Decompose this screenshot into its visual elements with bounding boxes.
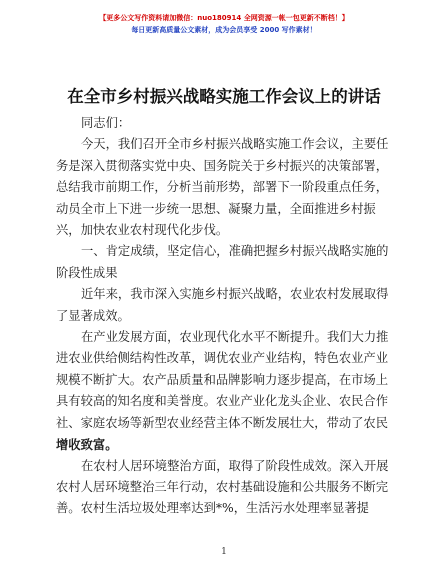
document-body (56, 113, 392, 520)
paragraph-line: 在产业发展方面，农业现代化水平不断提升。我们大力推 (81, 330, 389, 345)
paragraph-line: 规模不断扩大。农产品质量和品牌影响力逐步提高，在市场上 (56, 372, 389, 387)
paragraph-line: 增收致富。 (56, 437, 118, 453)
section-heading-line: 一、肯定成绩，坚定信心，准确把握乡村振兴战略实施的 (81, 244, 389, 259)
paragraph-line: 动员全市上下进一步统一思想、凝聚力量，全面推进乡村振 (56, 201, 376, 216)
paragraph-line: 具有较高的知名度和美誉度。农业产业化龙头企业、农民合作 (56, 394, 389, 409)
document-title: 在全市乡村振兴战略实施工作会议上的讲话 (67, 87, 381, 106)
paragraph-line: 善。农村生活垃圾处理率达到*%，生活污水处理率显著提 (56, 501, 369, 516)
paragraph-line: 总结我市前期工作，分析当前形势，部署下一阶段重点任务， (56, 180, 389, 195)
salutation: 同志们： (81, 116, 131, 130)
paragraph-line: 了显著成效。 (56, 308, 130, 323)
page-number: 1 (221, 547, 227, 557)
paragraph-line: 农村人居环境整治三年行动，农村基础设施和公共服务不断完 (56, 479, 389, 494)
section-heading-line: 阶段性成果 (56, 265, 118, 280)
paragraph-line: 进农业供给侧结构性改革，调优农业产业结构，特色农业产业 (56, 351, 389, 366)
paragraph-line: 近年来，我市深入实施乡村振兴战略，农业农村发展取得 (81, 287, 389, 302)
promo-banner-blue: 每日更新高质量公文素材，成为会员享受 2000 写作素材！ (131, 26, 317, 34)
paragraph-line: 兴，加快农业农村现代化步伐。 (56, 223, 229, 238)
paragraph-line: 今天，我们召开全市乡村振兴战略实施工作会议，主要任 (81, 137, 389, 152)
paragraph-line: 务是深入贯彻落实党中央、国务院关于乡村振兴的决策部署， (56, 158, 389, 173)
paragraph-line: 在农村人居环境整治方面，取得了阶段性成效。深入开展 (81, 458, 389, 473)
paragraph-line: 社、家庭农场等新型农业经营主体不断发展壮大，带动了农民 (56, 415, 389, 430)
promo-banner-red: 【更多公文写作资料请加微信：nuo180914 全网资源一帐一包更新不断档！】 (99, 14, 349, 22)
